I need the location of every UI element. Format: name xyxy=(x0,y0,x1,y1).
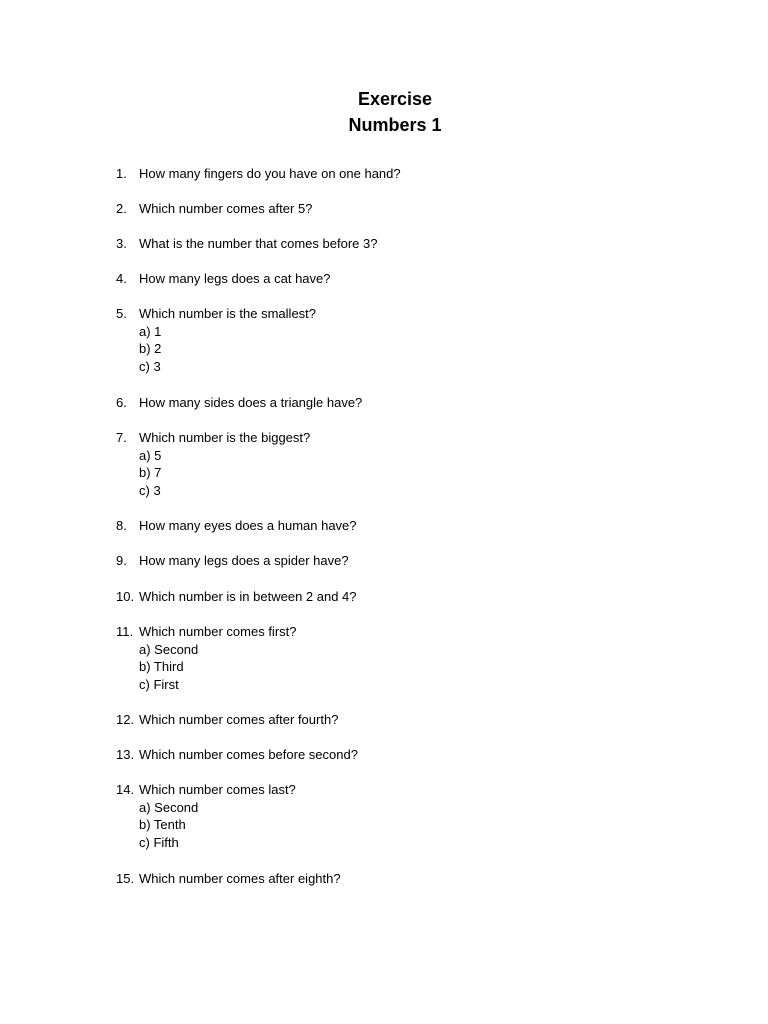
question-text: Which number comes first? xyxy=(139,624,297,639)
question-text: Which number comes after eighth? xyxy=(139,871,341,886)
question-text: Which number comes after 5? xyxy=(139,201,313,216)
answer-option: a) 5 xyxy=(139,447,162,463)
question-number: 5. xyxy=(116,306,127,321)
question-text: How many eyes does a human have? xyxy=(139,518,357,533)
answer-option: c) First xyxy=(139,677,179,693)
question-number: 9. xyxy=(116,553,127,568)
answer-option: a) Second xyxy=(139,641,199,657)
question-number: 10. xyxy=(116,589,135,604)
document-title: Exercise xyxy=(357,89,433,109)
answer-option: b) 2 xyxy=(139,341,162,357)
question-text: Which number comes before second? xyxy=(139,747,358,762)
answer-option: c) 3 xyxy=(139,359,161,375)
answer-option: c) 3 xyxy=(139,483,161,499)
answer-option: a) Second xyxy=(139,799,199,815)
document-subtitle: Numbers 1 xyxy=(348,115,442,135)
question-number: 15. xyxy=(116,871,135,886)
question-text: How many legs does a spider have? xyxy=(139,553,349,568)
question-text: Which number is in between 2 and 4? xyxy=(139,589,357,604)
question-number: 13. xyxy=(116,747,135,762)
answer-option: b) Third xyxy=(139,659,184,675)
question-text: Which number is the smallest? xyxy=(139,306,317,321)
question-number: 14. xyxy=(116,782,135,797)
answer-option: b) Tenth xyxy=(139,817,186,833)
question-number: 6. xyxy=(116,395,127,410)
question-text: Which number comes after fourth? xyxy=(139,712,339,727)
question-text: How many legs does a cat have? xyxy=(139,271,331,286)
question-text: Which number comes last? xyxy=(139,782,296,797)
question-number: 7. xyxy=(116,430,127,445)
answer-option: a) 1 xyxy=(139,323,162,339)
question-text: How many fingers do you have on one hand? xyxy=(139,166,401,181)
answer-option: b) 7 xyxy=(139,465,162,481)
question-number: 8. xyxy=(116,518,127,533)
question-number: 2. xyxy=(116,201,127,216)
question-number: 1. xyxy=(116,166,127,181)
answer-option: c) Fifth xyxy=(139,835,179,851)
question-text: What is the number that comes before 3? xyxy=(139,236,378,251)
question-text: Which number is the biggest? xyxy=(139,430,311,445)
question-number: 12. xyxy=(116,712,135,727)
question-number: 3. xyxy=(116,236,127,251)
question-number: 4. xyxy=(116,271,127,286)
question-number: 11. xyxy=(116,624,134,639)
question-text: How many sides does a triangle have? xyxy=(139,395,363,410)
